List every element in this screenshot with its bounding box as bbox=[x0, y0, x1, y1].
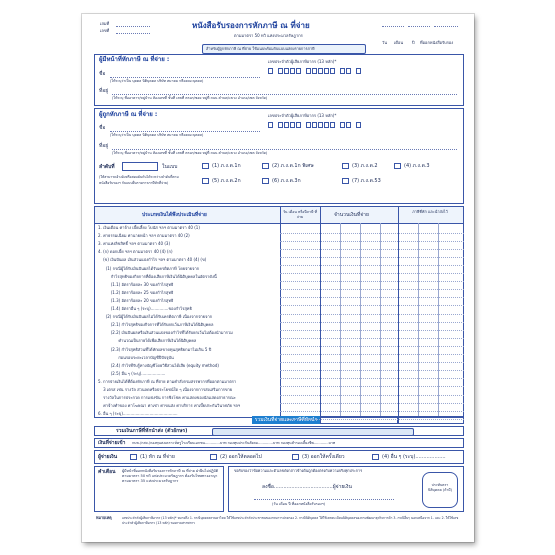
usage-banner bbox=[202, 44, 366, 54]
income-row-cells[interactable] bbox=[280, 265, 464, 266]
income-row-cells[interactable] bbox=[280, 403, 464, 404]
form-option-7-label: (7) ภ.ง.ด.53 bbox=[352, 178, 381, 184]
fund-label: เงินที่จ่ายเข้า bbox=[98, 440, 126, 446]
sign-date-line[interactable] bbox=[254, 499, 394, 500]
payee-name-hint: (ให้ระบุว่าเป็น บุคคล นิติบุคคล บริษัท สมาคม หรือคณะบุคคล) bbox=[110, 133, 204, 137]
form-option-1-label: (1) ภ.ง.ด.1ก bbox=[212, 163, 241, 169]
payer-name-label: ชื่อ bbox=[99, 71, 106, 77]
income-row-cells[interactable] bbox=[280, 322, 464, 323]
payer-tax-id-label: เลขประจำตัวผู้เสียภาษีอากร (13 หลัก)* bbox=[268, 59, 337, 64]
total-label-bar bbox=[252, 416, 320, 424]
income-row-label: (2.4) กำไรที่รับรู้ทางบัญชีโดยวิธีส่วนได้เสีย (equity method) bbox=[98, 362, 219, 368]
fund-text: กบข./กสจ./กองทุนสงเคราะห์ครูโรงเรียนเอกชน.............บาท กองทุนประกันสังคม.............บาท กองทุนสำรองเลี้ยงชีพ.............บาท bbox=[132, 441, 336, 445]
seq-input[interactable] bbox=[122, 162, 158, 171]
payer-type-4-label: (4) อื่น ๆ (ระบุ)................... bbox=[382, 454, 446, 460]
income-row-cells[interactable] bbox=[280, 233, 464, 234]
income-row-label: ก่อนรอบระยะเวลาบัญชีปีปัจจุบัน bbox=[98, 354, 174, 360]
income-row-cells[interactable] bbox=[280, 241, 464, 242]
income-row-cells[interactable] bbox=[280, 354, 464, 355]
payer-name-hint: (ให้ระบุว่าเป็น บุคคล นิติบุคคล บริษัท สมาคม หรือคณะบุคคล) bbox=[110, 79, 204, 83]
col-tax-header: ภาษีที่หัก และนำส่งไว้ bbox=[412, 209, 448, 214]
income-row-cells[interactable] bbox=[280, 297, 464, 298]
payer-type-4-checkbox[interactable] bbox=[372, 454, 379, 460]
income-row-label: ค่าจ้างทำของ ค่าโฆษณา ค่าเช่า ค่าขนส่ง ค่าบริการ ค่าเบี้ยประกันวินาศภัย ฯลฯ bbox=[98, 403, 241, 409]
form-title: หนังสือรับรองการหักภาษี ณ ที่จ่าย bbox=[192, 21, 310, 30]
income-row-label: รางวัลในการประกวด การแข่งขัน การชิงโชค ค่าแสดงของนักแสดงสาธารณะ bbox=[98, 395, 236, 401]
payer-address-hint: (ให้ระบุ ชื่ออาคาร/หมู่บ้าน ห้องเลขที่ ชั้นที่ เลขที่ ตรอก/ซอย หมู่ที่ ถนน ตำบล/แขวง อำเภอ/เขต จังหวัด) bbox=[112, 96, 268, 100]
form-option-5-label: (5) ภ.ง.ด.2ก bbox=[212, 178, 241, 184]
amount-digit-guide bbox=[418, 223, 419, 416]
tax-certificate-sheet bbox=[82, 14, 474, 542]
income-row-label: 6. อื่น ๆ (ระบุ)........................................... bbox=[98, 411, 178, 417]
income-row-cells[interactable] bbox=[280, 411, 464, 412]
amount-digit-guide bbox=[360, 223, 361, 416]
seq-hint-2: หนังสือรับรองฯ กับแบบยื่นรายการภาษีหักที่จ่าย) bbox=[99, 181, 169, 185]
income-row-label: (1) กรณีผู้ได้รับเงินปันผลได้รับเครดิตภาษี โดยจ่ายจาก bbox=[98, 265, 200, 271]
usage-banner-text: สำหรับผู้ถูกหักภาษี ณ ที่จ่าย ใช้แนบพร้อมกับแบบแสดงรายการภาษี bbox=[206, 46, 315, 51]
note-text: เลขประจำตัวผู้เสียภาษีอากร (13 หลัก)* หมายถึง 1. กรณีบุคคลธรรมดาไทย ให้ใช้เลขประจำตัวประชาชนของกรมการปกครอง 2. กรณีนิติบุคคล ให้ใช้เลขทะเบียนนิติบุคคลของกรมพัฒนาธุรกิจการค้า 3. กรณีอื่นๆ นอกเหนือจาก 1. และ 2. ให้ใช้เลขประจำตัวผู้เสียภาษีอากร (13 หลัก) ของกรมสรรพากร bbox=[122, 516, 459, 525]
total-words-label: รวมเงินภาษีที่หักนำส่ง (ตัวอักษร) bbox=[116, 428, 188, 434]
payer-type-1-checkbox[interactable] bbox=[130, 454, 137, 460]
book-no-line[interactable] bbox=[116, 26, 150, 27]
payee-name-label: ชื่อ bbox=[99, 125, 106, 131]
income-row-cells[interactable] bbox=[280, 362, 464, 363]
income-row-label: (2) กรณีผู้ได้รับเงินปันผลไม่ได้รับเครดิตภาษี เนื่องจากจ่ายจาก bbox=[98, 314, 213, 320]
payee-name-line[interactable] bbox=[110, 131, 260, 132]
form-option-4-label: (4) ภ.ง.ด.3 bbox=[404, 163, 430, 169]
date-year-line[interactable] bbox=[434, 26, 458, 27]
payer-type-2-label: (2) ออกให้ตลอดไป bbox=[220, 454, 262, 460]
income-row-label: กำไรสุทธิของกิจการที่ต้องเสียภาษีเงินได้นิติบุคคลในอัตราดังนี้ bbox=[98, 273, 217, 279]
income-row-cells[interactable] bbox=[280, 305, 464, 306]
payer-type-2-checkbox[interactable] bbox=[210, 454, 217, 460]
income-row-cells[interactable] bbox=[280, 273, 464, 274]
form-option-1-checkbox[interactable] bbox=[202, 163, 209, 169]
form-option-6-label: (6) ภ.ง.ด.3ก bbox=[272, 178, 301, 184]
sign-date-label: (วัน เดือน ปี ที่ออกหนังสือรับรองฯ) bbox=[272, 502, 326, 506]
income-row-cells[interactable] bbox=[280, 386, 464, 387]
col-type-header: ประเภทเงินได้พึงประเมินที่จ่าย bbox=[142, 212, 207, 218]
form-option-3-checkbox[interactable] bbox=[342, 163, 349, 169]
amount-digit-guide bbox=[380, 223, 381, 416]
col-date-header: วัน เดือน หรือปีภาษี ที่จ่าย bbox=[283, 210, 317, 219]
payer-tax-id-boxes[interactable] bbox=[268, 68, 361, 74]
income-row-label: 1. เงินเดือน ค่าจ้าง เบี้ยเลี้ยง โบนัส ฯลฯ ตามมาตรา 40 (1) bbox=[98, 225, 200, 230]
payer-type-label: ผู้จ่ายเงิน bbox=[98, 454, 118, 460]
amount-digit-guide bbox=[340, 223, 341, 416]
payee-tax-id-boxes[interactable] bbox=[268, 122, 361, 128]
income-row-cells[interactable] bbox=[280, 395, 464, 396]
payer-type-3-checkbox[interactable] bbox=[292, 454, 299, 460]
payee-title: ผู้ถูกหักภาษี ณ ที่จ่าย : bbox=[99, 111, 158, 118]
form-subtitle: ตามมาตรา 50 ทวิ แห่งประมวลรัษฎากร bbox=[234, 33, 303, 38]
income-row-label: 3 เตรส เช่น รางวัล ส่วนลดหรือประโยชน์ใด ๆ เนื่องจากการส่งเสริมการขาย bbox=[98, 387, 233, 392]
date-issue-label: ที่ออกหนังสือรับรอง bbox=[420, 40, 454, 45]
seq-hint-1: (ให้สามารถอ้างอิงหรือสอบยันกันได้ระหว่างลำดับที่ตาม bbox=[99, 175, 179, 179]
income-row-label: 5. การจ่ายเงินได้ที่ต้องหักภาษี ณ ที่จ่าย ตามคำสั่งกรมสรรพากรที่ออกตามมาตรา bbox=[98, 378, 237, 384]
income-row-cells[interactable] bbox=[280, 249, 464, 250]
no-label: เลขที่ bbox=[100, 28, 110, 33]
col-amount-header: จำนวนเงินที่จ่าย bbox=[334, 212, 369, 218]
income-row-label: คำนวณเป็นรายได้เพื่อเสียภาษีเงินได้นิติบุคคล bbox=[98, 338, 197, 344]
certify-text: ขอรับรองว่าข้อความและตัวเลขดังกล่าวข้างต้นถูกต้องตรงกับความจริงทุกประการ bbox=[234, 469, 363, 473]
payer-title: ผู้มีหน้าที่หักภาษี ณ ที่จ่าย : bbox=[99, 56, 170, 63]
date-month-label: เดือน bbox=[394, 40, 404, 45]
company-stamp-text: ประทับตรา นิติบุคคล (ถ้ามี) bbox=[428, 483, 452, 492]
income-row-cells[interactable] bbox=[280, 314, 464, 315]
payee-address-line[interactable] bbox=[112, 149, 457, 150]
income-row-label: (2.2) เงินปันผลหรือเงินส่วนแบ่งของกำไรที่ได้รับยกเว้นไม่ต้องนำมารวม bbox=[98, 330, 233, 336]
amount-digit-guide bbox=[438, 223, 439, 416]
payer-type-1-label: (1) หัก ณ ที่จ่าย bbox=[140, 454, 175, 460]
income-row-cells[interactable] bbox=[280, 289, 464, 290]
form-option-2-checkbox[interactable] bbox=[262, 163, 269, 169]
income-row-cells[interactable] bbox=[280, 257, 464, 258]
income-row-cells[interactable] bbox=[280, 338, 464, 339]
form-option-5-checkbox[interactable] bbox=[202, 178, 209, 184]
form-option-6-checkbox[interactable] bbox=[262, 178, 269, 184]
income-row-label: 2. ค่าธรรมเนียม ค่านายหน้า ฯลฯ ตามมาตรา 40 (2) bbox=[98, 233, 190, 239]
income-row-cells[interactable] bbox=[280, 419, 464, 420]
income-row-label: (2.1) กำไรสุทธิของกิจการที่ได้รับยกเว้นภาษีเงินได้นิติบุคคล bbox=[98, 322, 214, 328]
header-divider bbox=[94, 223, 464, 224]
income-row-label: (1.1) อัตราร้อยละ 30 ของกำไรสุทธิ bbox=[98, 281, 174, 287]
income-row-cells[interactable] bbox=[280, 370, 464, 371]
payee-address-label: ที่อยู่ bbox=[99, 143, 109, 149]
income-row-cells[interactable] bbox=[280, 281, 464, 282]
income-row-label: (1.4) อัตราอื่น ๆ (ระบุ)..............ของกำไรสุทธิ bbox=[98, 306, 192, 311]
form-option-4-checkbox[interactable] bbox=[394, 163, 401, 169]
payee-address-hint: (ให้ระบุ ชื่ออาคาร/หมู่บ้าน ห้องเลขที่ ชั้นที่ เลขที่ ตรอก/ซอย หมู่ที่ ถนน ตำบล/แขวง อำเภอ/เขต จังหวัด) bbox=[112, 151, 268, 155]
income-row-label: (ข) เงินปันผล เงินส่วนแบ่งกำไร ฯลฯ ตามมาตรา 40 (4) (ข) bbox=[98, 257, 207, 263]
seq-label: ลำดับที่ bbox=[99, 164, 115, 170]
payee-tax-id-label: เลขประจำตัวผู้เสียภาษีอากร (13 หลัก)* bbox=[268, 113, 337, 118]
total-words-field[interactable] bbox=[212, 428, 414, 436]
total-amount-cell[interactable] bbox=[320, 416, 398, 424]
payer-address-label: ที่อยู่ bbox=[99, 88, 109, 94]
company-stamp-circle bbox=[422, 472, 458, 508]
date-day-line[interactable] bbox=[382, 26, 404, 27]
income-row-cells[interactable] bbox=[280, 346, 464, 347]
total-label: รวมเงินที่จ่ายและภาษีที่หักนำ bbox=[254, 417, 318, 423]
income-row-cells[interactable] bbox=[280, 378, 464, 379]
income-row-label: (2.5) อื่น ๆ (ระบุ)................... bbox=[98, 370, 166, 376]
in-form-label: ในแบบ bbox=[162, 164, 178, 170]
no-line[interactable] bbox=[116, 33, 150, 34]
payer-name-line[interactable] bbox=[110, 77, 260, 78]
date-month-line[interactable] bbox=[408, 26, 430, 27]
income-row-label: (1.3) อัตราร้อยละ 20 ของกำไรสุทธิ bbox=[98, 297, 174, 303]
income-row-label: (2.3) กำไรสุทธิส่วนที่ได้หักผลขาดทุนสุทธิยกมาไม่เกิน 5 ปี bbox=[98, 346, 212, 352]
income-row-label: (1.2) อัตราร้อยละ 25 ของกำไรสุทธิ bbox=[98, 289, 174, 295]
income-row-label: 3. ค่าแห่งลิขสิทธิ์ ฯลฯ ตามมาตรา 40 (3) bbox=[98, 241, 171, 247]
income-row-cells[interactable] bbox=[280, 330, 464, 331]
payer-address-line[interactable] bbox=[112, 94, 457, 95]
date-year-label: ปี bbox=[412, 40, 415, 45]
warning-label: คำเตือน bbox=[98, 469, 116, 475]
book-no-label: เล่มที่ bbox=[100, 21, 110, 26]
date-day-label: วัน bbox=[382, 40, 387, 45]
form-option-2-label: (2) ภ.ง.ด.1ก พิเศษ bbox=[272, 163, 314, 169]
income-row-label: 4. (ก) ดอกเบี้ย ฯลฯ ตามมาตรา 40 (4) (ก) bbox=[98, 249, 173, 255]
form-option-3-label: (3) ภ.ง.ด.2 bbox=[352, 163, 378, 169]
sign-line[interactable]: ลงชื่อ.....................................ผู้จ่ายเงิน bbox=[262, 484, 352, 490]
warning-text: ผู้มีหน้าที่ออกหนังสือรับรองการหักภาษี ณ ที่จ่าย ฝ่าฝืนไม่ปฏิบัติตามมาตรา 50 ทวิ แห่งประมวลรัษฎากร ต้องรับโทษทางอาญาตามมาตรา 35 แห่งประมวลรัษฎากร bbox=[122, 469, 219, 483]
note-label: หมายเหตุ bbox=[96, 515, 112, 520]
payer-type-3-label: (3) ออกให้ครั้งเดียว bbox=[302, 454, 345, 460]
total-tax-cell[interactable] bbox=[398, 416, 464, 424]
form-option-7-checkbox[interactable] bbox=[342, 178, 349, 184]
